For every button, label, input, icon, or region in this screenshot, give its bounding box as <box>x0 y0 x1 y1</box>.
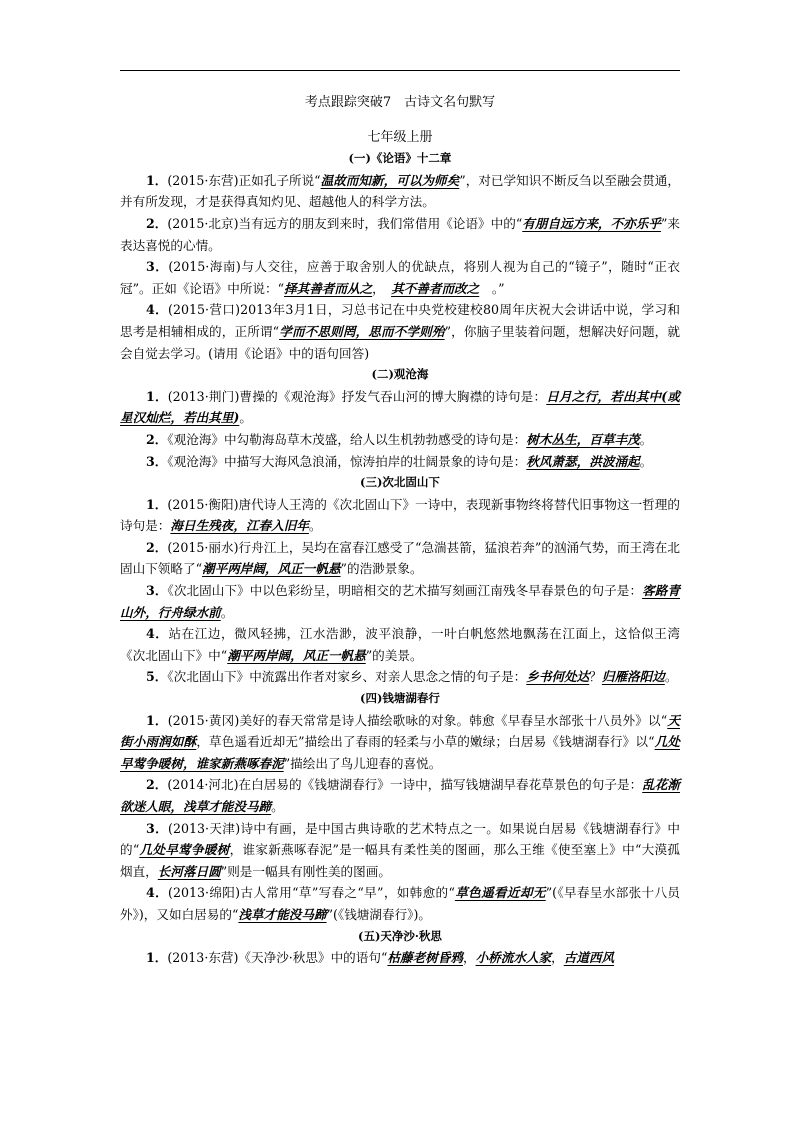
question-text: (2013·天津)诗中有画，是中国古典诗歌的艺术特点之一。如果说白居易《钱塘湖春行》中的“ <box>120 820 680 858</box>
section-heading: (五)天净沙·秋思 <box>358 928 442 943</box>
question-item <box>120 429 680 451</box>
answer-text: 潮平两岸阔，风正一帆悬 <box>227 647 366 663</box>
question-number: 2． <box>146 215 168 231</box>
question-text: ”来表达喜悦的心情。 <box>120 215 681 253</box>
page-title: 考点跟踪突破7 古诗文名句默写 <box>304 95 496 110</box>
question-number: 3． <box>146 820 169 836</box>
question-text: 站在江边，微风轻拂，江水浩渺，波平浪静，一叶白帆悠然地飘荡在江面上，这恰似王湾《次北固山下》中“ <box>120 626 681 663</box>
question-text: ”，对已学知识不断反刍以至融会贯通，并有所发现，才是获得真知灼见、超越他人的科学方法。 <box>120 172 680 210</box>
answer-text: 学而不思则罔，思而不学则殆 <box>279 323 445 339</box>
answer-text: 其不善者而改之 <box>391 280 480 296</box>
question-text: ”的浩渺景象。 <box>340 561 423 577</box>
answer-text: 有朋自远方来，不亦乐乎 <box>522 215 661 231</box>
question-text: (2015·衡阳)唐代诗人王湾的《次北固山下》一诗中，表现新事物终将替代旧事物这一哲理的诗句是： <box>120 496 680 534</box>
question-text: 《观沧海》中描写大海风急浪涌，惊涛拍岸的壮阔景象的诗句是： <box>167 453 527 469</box>
question-item <box>120 494 680 537</box>
question-number: 2． <box>146 777 168 793</box>
answer-text: 树木丛生，百草丰茂 <box>526 431 640 447</box>
answer-text: 乡书何处达 <box>526 669 590 685</box>
answer-text: 古道西风 <box>563 950 615 966</box>
answer-text: 长河落日圆 <box>157 863 221 879</box>
question-number: 3． <box>146 583 168 599</box>
question-text: 。 <box>639 431 653 447</box>
question-item <box>120 213 680 256</box>
question-text: ，草色遥看近却无”描绘出了春雨的轻柔与小草的嫩绿；白居易《钱塘湖春行》以“ <box>196 734 655 750</box>
question-text: 。” <box>479 280 505 296</box>
question-number: 1． <box>146 950 168 966</box>
question-item <box>120 623 680 666</box>
question-text: 。 <box>664 669 678 685</box>
question-number: 3． <box>146 453 168 469</box>
question-text: (2014·河北)在白居易的《钱塘湖春行》一诗中，描写钱塘湖早春花草景色的句子是： <box>167 777 643 793</box>
question-number: 1． <box>146 388 168 404</box>
question-item <box>120 947 680 969</box>
question-text: (2015·黄冈)美好的春天常常是诗人描绘歌咏的对象。韩愈《早春呈水部张十八员外》以“ <box>167 712 668 728</box>
answer-text: 小桥流水人家 <box>475 950 552 966</box>
question-number: 2． <box>146 539 168 555</box>
section-heading: (三)次北固山下 <box>360 475 440 490</box>
section-heading: (一)《论语》十二章 <box>348 151 452 166</box>
answer-text: 天街小雨润如酥 <box>120 712 681 750</box>
question-number: 4． <box>146 626 169 642</box>
question-item <box>120 451 680 473</box>
top-rule <box>120 70 680 71</box>
question-number: 1． <box>146 712 168 728</box>
question-text: ”的美景。 <box>365 647 423 663</box>
question-number: 5． <box>146 669 168 685</box>
question-text: (2015·海南)与人交往，应善于取舍别人的优缺点，将别人视为自己的“镜子”，随时“正衣冠”。正如《论语》中所说：“ <box>120 259 680 296</box>
question-text: 。 <box>308 518 322 534</box>
question-text: 。 <box>239 410 252 426</box>
question-item <box>120 170 680 213</box>
question-text: ”(《钱塘湖春行》)。 <box>326 906 431 922</box>
question-number: 3． <box>146 259 169 275</box>
question-item <box>120 256 680 299</box>
question-item <box>120 818 680 883</box>
answer-text: 枯藤老树昏鸦 <box>387 950 463 966</box>
document-page <box>120 92 680 969</box>
question-item <box>120 386 680 429</box>
question-item <box>120 710 680 775</box>
answer-text: 几处早莺争暖树 <box>139 842 230 858</box>
question-text: (2015·营口)2013年3月1日，习总书记在中央党校建校80周年庆祝大会讲话中说，学习和思考是相辅相成的，正所谓“ <box>120 302 681 339</box>
sections-container <box>120 148 680 969</box>
question-text: (2013·东营)《天净沙·秋思》中的语句“ <box>167 950 388 966</box>
grade-heading: 七年级上册 <box>367 129 433 145</box>
question-item <box>120 537 680 580</box>
question-number: 4． <box>146 302 169 318</box>
question-item <box>120 882 680 925</box>
section-heading: (二)观沧海 <box>371 367 429 382</box>
question-item <box>120 666 680 688</box>
question-text: ， <box>551 950 564 966</box>
question-text: 《观沧海》中勾勒海岛草木茂盛，给人以生机勃勃感受的诗句是： <box>167 431 527 447</box>
section-heading: (四)钱塘湖春行 <box>360 691 440 706</box>
question-number: 4． <box>146 885 169 901</box>
question-text: 。 <box>220 604 234 620</box>
question-text: ”描绘出了鸟儿迎春的喜悦。 <box>283 755 442 771</box>
question-text: ”则是一幅具有刚性美的图画。 <box>220 863 391 879</box>
answer-text: 温故而知新，可以为师矣 <box>320 172 460 188</box>
question-text: ，谁家新燕啄春泥”是一幅具有柔性美的图画，那么王维《使至塞上》中“大漠孤烟直， <box>120 842 680 879</box>
question-number: 1． <box>146 496 168 512</box>
question-item <box>120 299 680 364</box>
question-text: (2013·荆门)曹操的《观沧海》抒发气吞山河的博大胸襟的诗句是： <box>167 388 547 404</box>
question-number: 2． <box>146 431 168 447</box>
question-text: 《次北固山下》中以色彩纷呈，明暗相交的艺术描写刻画江南残冬早春景色的句子是： <box>167 583 643 599</box>
answer-text: 海日生残夜，江春入旧年 <box>170 518 309 534</box>
question-text: ”，你脑子里装着问题，想解决好问题，就会自觉去学习。(请用《论语》中的语句回答) <box>120 323 680 361</box>
question-text: (2015·北京)当有远方的朋友到来时，我们常借用《论语》中的“ <box>167 215 523 231</box>
answer-text: 浅草才能没马蹄 <box>238 906 327 922</box>
answer-text: 草色遥看近却无 <box>454 885 546 901</box>
question-text: (2015·丽水)行舟江上，吴均在富春江感受了“急湍甚箭，猛浪若奔”的汹涌气势，而王湾在北固山下领略了“ <box>120 539 680 577</box>
question-text: ， <box>462 950 476 966</box>
question-item <box>120 774 680 817</box>
answer-text: 秋风萧瑟，洪波涌起 <box>526 453 640 469</box>
answer-text: 几处早莺争暖树，谁家新燕啄春泥 <box>120 734 681 771</box>
answer-text: 乱花渐欲迷人眼，浅草才能没马蹄 <box>120 777 681 814</box>
question-text: ？ <box>589 669 602 685</box>
answer-text: 归雁洛阳边 <box>601 669 665 685</box>
question-text: ”(《早春呈水部张十八员外》)，又如白居易的“ <box>120 885 681 922</box>
answer-text: 客路青山外，行舟绿水前 <box>120 583 680 620</box>
answer-text: 日月之行，若出其中(或星汉灿烂，若出其里) <box>120 388 680 426</box>
question-number: 1． <box>146 172 168 188</box>
answer-text: 择其善者而从之 <box>284 280 373 296</box>
question-text: 《次北固山下》中流露出作者对家乡、对亲人思念之情的句子是： <box>167 669 527 685</box>
question-text: (2013·绵阳)古人常用“草”写春之“早”，如韩愈的“ <box>168 885 455 901</box>
question-item <box>120 580 680 623</box>
answer-text: 潮平两岸阔，风正一帆悬 <box>202 561 341 577</box>
question-text: 。 <box>271 799 284 814</box>
question-text: 。 <box>639 453 653 469</box>
question-text: ， <box>372 280 392 296</box>
question-text: (2015·东营)正如孔子所说“ <box>167 172 321 188</box>
